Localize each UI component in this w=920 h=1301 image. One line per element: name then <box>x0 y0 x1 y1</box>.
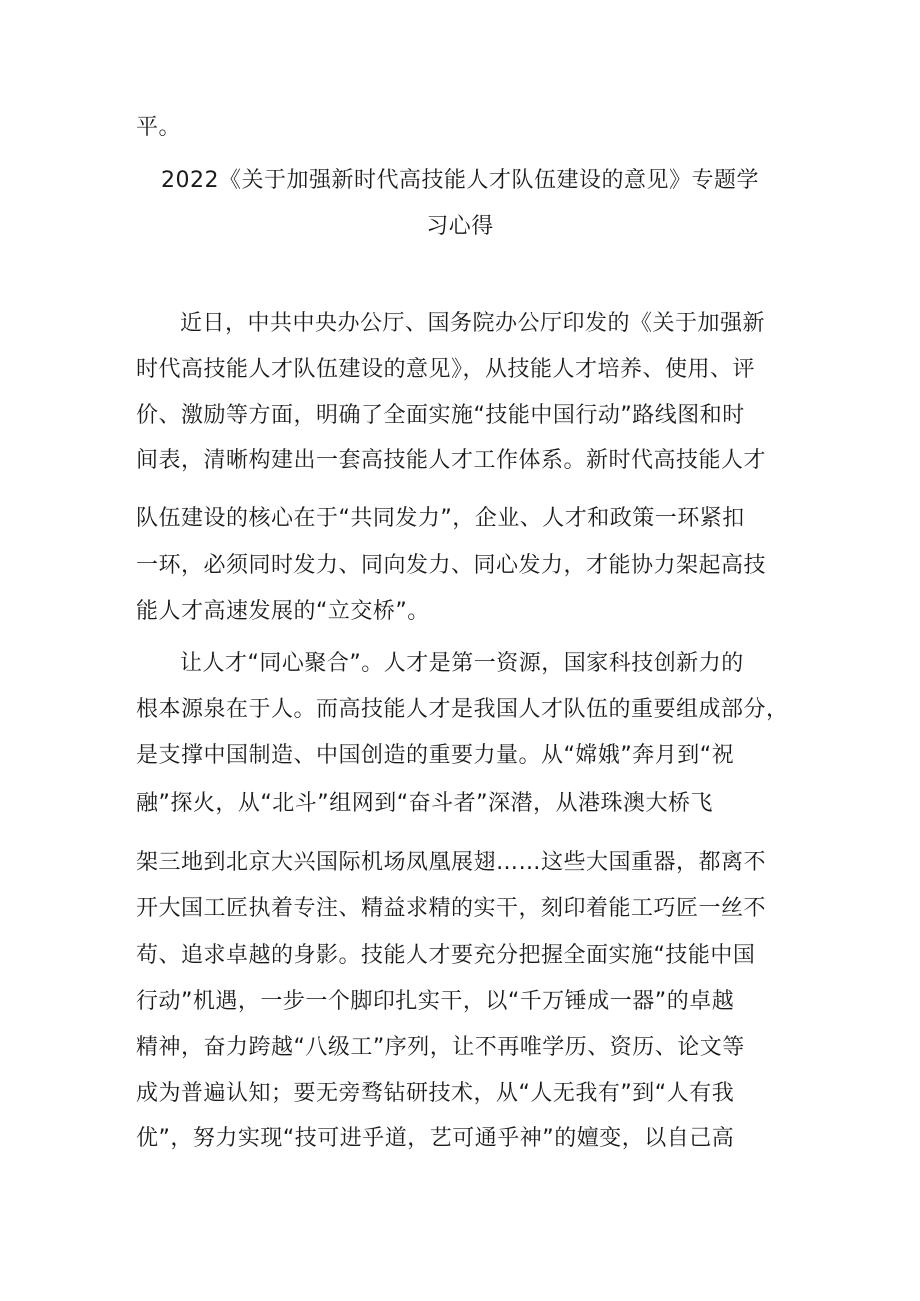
page-title-line-1: 2022《关于加强新时代高技能人才队伍建设的意见》专题学 <box>161 168 759 193</box>
paragraph-line: 行动”机遇，一步一个脚印扎实干，以“千万锤成一器”的卓越 <box>136 989 735 1014</box>
paragraph-line: 队伍建设的核心在于“共同发力”，企业、人才和政策一环紧扣 <box>136 506 745 531</box>
paragraph-line: 架三地到北京大兴国际机场凤凰展翅……这些大国重器，都离不 <box>136 850 767 875</box>
paragraph-line: 时代高技能人才队伍建设的意见》，从技能人才培养、使用、评 <box>136 357 756 382</box>
paragraph-line: 融”探火，从“北斗”组网到“奋斗者”深潜，从港珠澳大桥飞 <box>136 791 713 816</box>
page-title-line-2: 习心得 <box>426 214 494 239</box>
paragraph-line: 优”，努力实现“技可进乎道，艺可通乎神”的嬗变，以自己高 <box>136 1126 735 1151</box>
paragraph-line: 精神，奋力跨越“八级工”序列，让不再唯学历、资历、论文等 <box>136 1035 745 1060</box>
paragraph-line: 成为普遍认知；要无旁骛钻研技术，从“人无我有”到“人有我 <box>136 1081 735 1106</box>
paragraph-line: 让人才“同心聚合”。人才是第一资源，国家科技创新力的 <box>180 651 744 676</box>
paragraph-line: 是支撑中国制造、中国创造的重要力量。从“嫦娥”奔月到“祝 <box>136 743 735 768</box>
carryover-line: 平。 <box>136 115 182 140</box>
paragraph-line: 近日，中共中央办公厅、国务院办公厅印发的《关于加强新 <box>180 311 766 336</box>
paragraph-line: 价、激励等方面，明确了全面实施“技能中国行动”路线图和时 <box>136 403 745 428</box>
paragraph-line: 间表，清晰构建出一套高技能人才工作体系。新时代高技能人才 <box>136 448 767 473</box>
paragraph-line: 根本源泉在于人。而高技能人才是我国人才队伍的重要组成部分， <box>136 697 789 722</box>
paragraph-line: 苟、追求卓越的身影。技能人才要充分把握全面实施“技能中国 <box>136 943 756 968</box>
paragraph-line: 能人才高速发展的“立交桥”。 <box>136 599 430 624</box>
paragraph-line: 开大国工匠执着专注、精益求精的实干，刻印着能工巧匠一丝不 <box>136 896 767 921</box>
paragraph-line: 一环，必须同时发力、同向发力、同心发力，才能协力架起高技 <box>136 553 767 578</box>
